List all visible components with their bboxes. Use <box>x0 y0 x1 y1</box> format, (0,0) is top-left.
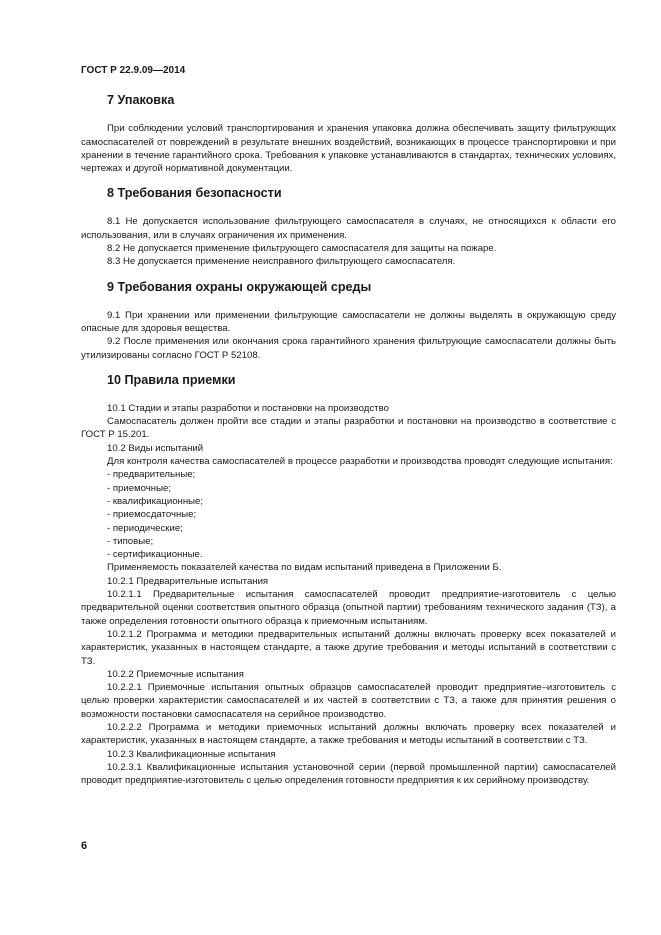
list-item: - приемосдаточные; <box>107 509 197 521</box>
test-types-list <box>81 468 616 561</box>
section-8-paragraph-3: 8.3 Не допускается применение неисправного фильтрующего самоспасателя. <box>107 256 456 268</box>
list-item: - сертификационные. <box>107 549 203 561</box>
document-page <box>81 64 616 798</box>
section-10-paragraph-6: 10.2.1 Предварительные испытания <box>107 575 269 587</box>
section-10-paragraph-9: 10.2.2 Приемочные испытания <box>107 668 244 680</box>
section-10-paragraph-7: 10.2.1.1 Предварительные испытания самоспасателей проводит предприятие-изготовитель с целью предварительной оценки соответствия опытного образца (опытной партии) требованиям технического задания (ТЗ), а также определения готовности опытного образца к приемочным испытаниям. <box>81 589 616 627</box>
section-9-paragraph-2: 9.2 После применения или окончания срока гарантийного хранения фильтрующие самоспасатели должны быть утилизированы согласно ГОСТ Р 52108. <box>81 336 616 361</box>
list-item: - квалификационные; <box>107 495 204 507</box>
section-10-paragraph-10: 10.2.2.1 Приемочные испытания опытных образцов самоспасателей проводит предприятие–изготовитель с целью проверки характеристик самоспасателей и их частей в соответствии с ТЗ, а также для принятия решения о возможности постановки самоспасателя на серийное производство. <box>81 682 616 720</box>
section-10-paragraph-12: 10.2.3 Квалификационные испытания <box>107 748 276 760</box>
section-9-paragraph-1: 9.1 При хранении или применении фильтрующие самоспасатели не должны выделять в окружающую среду опасные для здоровья вещества. <box>81 309 616 334</box>
section-7-paragraph: При соблюдении условий транспортирования и хранения упаковка должна обеспечивать защиту фильтрующих самоспасателей от повреждений в результате внешних воздействий, возникающих в процессе транспортировки и при хранении в течение гарантийного срока. Требования к упаковке устанавливаются в стандартах, технических условиях, чертежах и другой нормативной документации. <box>81 123 616 175</box>
section-9-title: 9 Требования охраны окружающей среды <box>107 279 372 294</box>
section-10-paragraph-11: 10.2.2.2 Программа и методики приемочных испытаний должны включать проверку всех показателей и характеристик, указанных в настоящем стандарте, а также требования и методы испытаний в соответствии с ТЗ. <box>81 721 616 747</box>
section-7-title: 7 Упаковка <box>107 93 175 108</box>
section-10-paragraph-3: 10.2 Виды испытаний <box>107 442 204 454</box>
list-item: - приемочные; <box>107 482 171 494</box>
section-9 <box>81 280 616 362</box>
list-item: - предварительные; <box>107 469 196 481</box>
section-10-paragraph-13: 10.2.3.1 Квалификационные испытания установочной серии (первой промышленной партии) самоспасателей проводит предприятие-изготовитель с целью определения готовности предприятия к их серийному производству. <box>81 761 616 787</box>
section-10 <box>81 373 616 788</box>
section-8 <box>81 186 616 268</box>
section-7 <box>81 93 616 175</box>
page-number: 6 <box>81 840 88 852</box>
section-10-paragraph-4: Для контроля качества самоспасателей в процессе разработки и производства проводят следующие испытания: <box>107 456 613 468</box>
section-10-paragraph-8: 10.2.1.2 Программа и методики предварительных испытаний должны включать проверку всех показателей и характеристик, указанных в настоящем стандарте, а также другие требования и методы испытаний в соответствии с ТЗ. <box>81 628 616 667</box>
section-10-paragraph-1: 10.1 Стадии и этапы разработки и постановки на производство <box>107 402 389 414</box>
list-item: - периодические; <box>107 522 183 534</box>
document-code: ГОСТ Р 22.9.09—2014 <box>81 65 186 76</box>
section-8-paragraph-2: 8.2 Не допускается применение фильтрующего самоспасателя для защиты на пожаре. <box>107 243 497 255</box>
section-10-paragraph-5: Применяемость показателей качества по видам испытаний приведена в Приложении Б. <box>107 562 502 574</box>
section-10-title: 10 Правила приемки <box>107 372 236 387</box>
list-item: - типовые; <box>107 535 154 547</box>
section-8-title: 8 Требования безопасности <box>107 186 282 201</box>
section-10-paragraph-2: Самоспасатель должен пройти все стадии и этапы разработки и постановки на производство в соответствие с ГОСТ Р 15.201. <box>81 416 616 441</box>
section-8-paragraph-1: 8.1 Не допускается использование фильтрующего самоспасателя в случаях, не относящихся к области его использования, или в случаях ограничения их применения. <box>81 216 616 241</box>
